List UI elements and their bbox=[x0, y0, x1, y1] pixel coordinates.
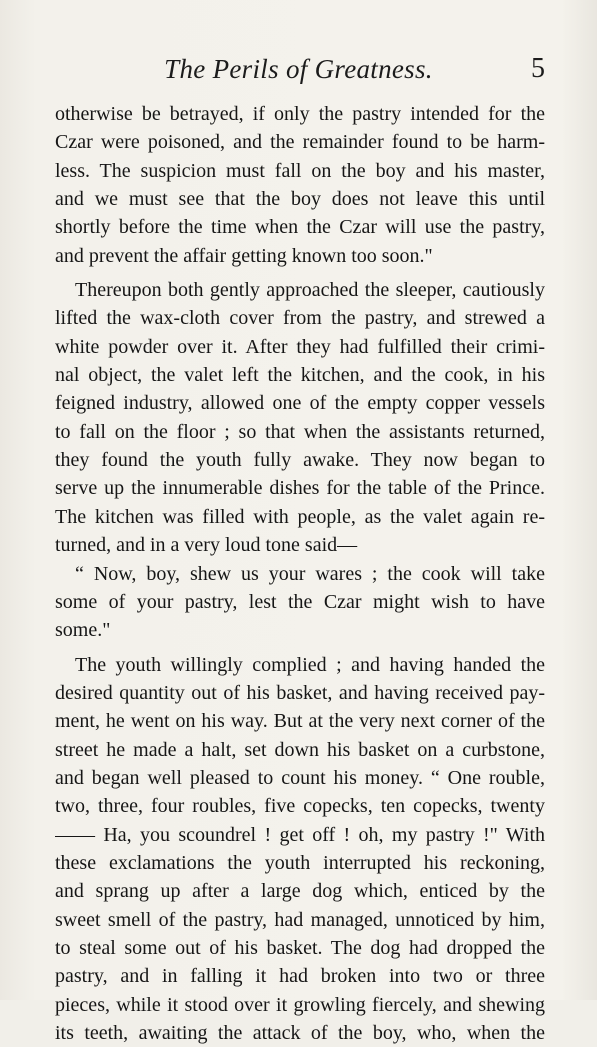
text-line: white powder over it. After they had fulfilled their crimi- bbox=[55, 335, 545, 358]
text-line: to steal some out of his basket. The dog had dropped the bbox=[55, 936, 545, 959]
running-title: The Perils of Greatness. bbox=[164, 54, 433, 84]
page-number: 5 bbox=[531, 53, 545, 84]
text-line: lifted the wax-cloth cover from the pastry, and strewed a bbox=[55, 307, 545, 330]
text-line: The youth willingly complied ; and having handed the bbox=[75, 653, 545, 676]
text-line: some of your pastry, lest the Czar might wish to have bbox=[55, 590, 545, 613]
text-line: pieces, while it stood over it growling fiercely, and shewing bbox=[55, 993, 545, 1016]
text-line: less. The suspicion must fall on the boy and his master, bbox=[55, 159, 545, 182]
text-line: these exclamations the youth interrupted his reckoning, bbox=[55, 851, 545, 874]
text-line: its teeth, awaiting the attack of the boy, who, when the bbox=[55, 1022, 545, 1044]
text-line: desired quantity out of his basket, and having received pay- bbox=[55, 681, 545, 704]
running-head bbox=[0, 54, 597, 94]
paragraph bbox=[55, 276, 545, 644]
text-line: Czar were poisoned, and the remainder found to be harm- bbox=[55, 131, 545, 154]
text-line: two, three, four roubles, five copecks, ten copecks, twenty bbox=[55, 795, 545, 818]
text-line: serve up the innumerable dishes for the table of the Prince. bbox=[55, 477, 545, 500]
text-line: The kitchen was filled with people, as the valet again re- bbox=[55, 505, 545, 528]
text-line: —— Ha, you scoundrel ! get off ! oh, my pastry !" With bbox=[55, 823, 545, 846]
text-line: turned, and in a very loud tone said— bbox=[55, 534, 358, 557]
text-line: pastry, and in falling it had broken into two or three bbox=[55, 965, 545, 988]
body-text bbox=[55, 100, 545, 1047]
text-line: and began well pleased to count his money. “ One rouble, bbox=[55, 766, 545, 789]
text-line: street he made a halt, set down his basket on a curbstone, bbox=[55, 738, 545, 761]
text-line: sweet smell of the pastry, had managed, unnoticed by him, bbox=[55, 908, 545, 931]
text-line: shortly before the time when the Czar will use the pastry, bbox=[55, 216, 545, 239]
text-line: ment, he went on his way. But at the very next corner of the bbox=[55, 710, 545, 733]
text-line: they found the youth fully awake. They now began to bbox=[55, 449, 545, 472]
text-line: some." bbox=[55, 619, 111, 642]
paragraph bbox=[55, 100, 545, 270]
text-line: and we must see that the boy does not leave this until bbox=[55, 188, 545, 211]
text-line: to fall on the floor ; so that when the assistants returned, bbox=[55, 420, 545, 443]
text-line: “ Now, boy, shew us your wares ; the cook will take bbox=[75, 562, 545, 585]
text-line: and prevent the affair getting known too soon." bbox=[55, 244, 433, 267]
text-line: feigned industry, allowed one of the empty copper vessels bbox=[55, 392, 545, 415]
text-line: Thereupon both gently approached the sleeper, cautiously bbox=[75, 279, 545, 302]
text-line: otherwise be betrayed, if only the pastry intended for the bbox=[55, 103, 545, 125]
paragraph bbox=[55, 651, 545, 1047]
text-line: and sprang up after a large dog which, enticed by the bbox=[55, 880, 545, 903]
text-line: nal object, the valet left the kitchen, and the cook, in his bbox=[55, 364, 545, 387]
